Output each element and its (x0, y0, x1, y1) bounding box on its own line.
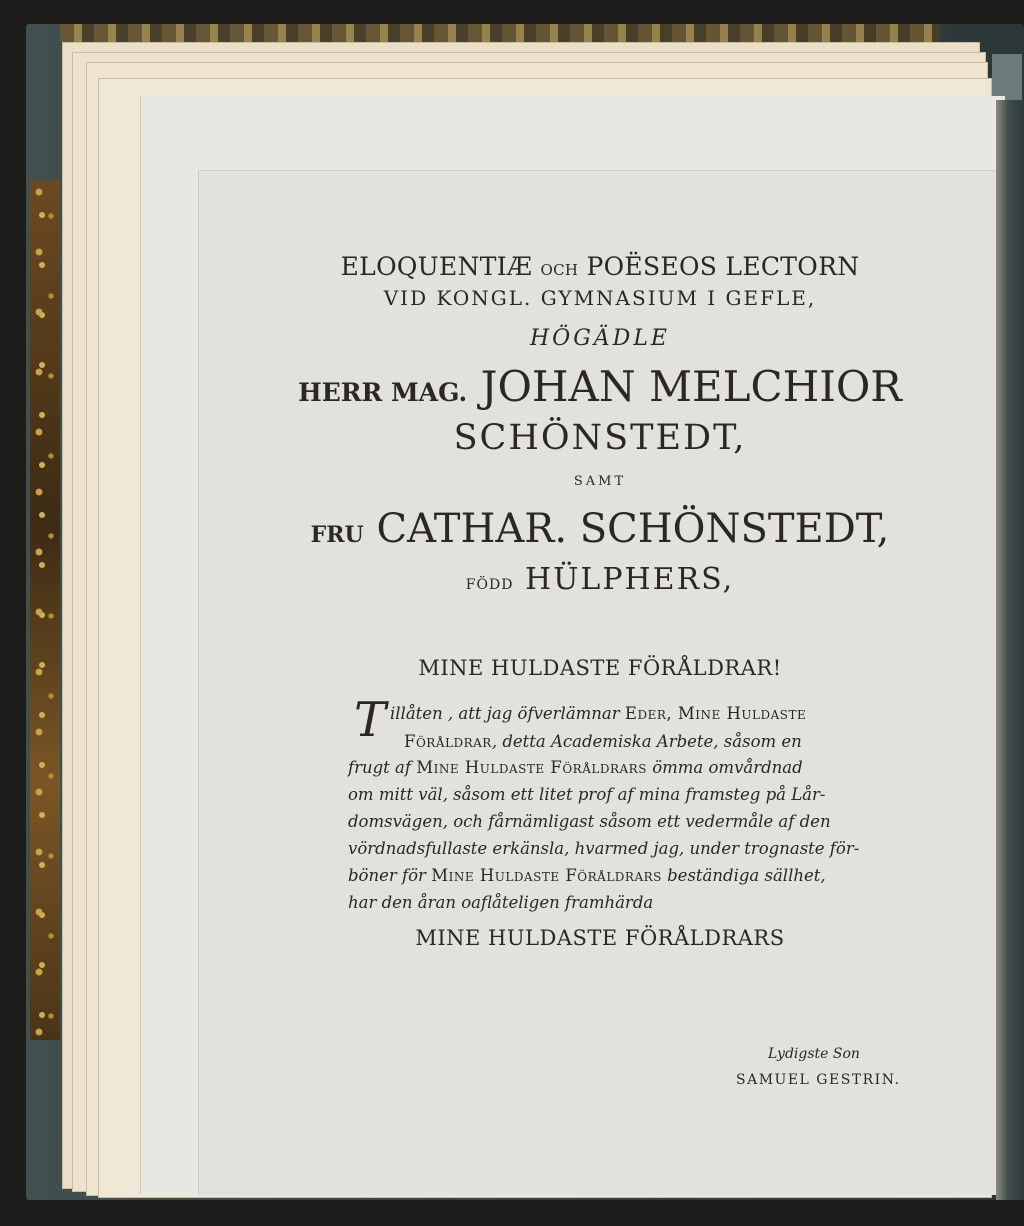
body-text: böner för (348, 866, 426, 885)
dedication-line-8 (198, 562, 1002, 597)
dedication-line-6: SAMT (573, 474, 627, 489)
dedication-fru: FRU (310, 522, 364, 548)
marbled-edge (60, 24, 940, 42)
body-line-1 (390, 704, 806, 723)
dedication-line-7 (198, 506, 1002, 552)
body-text: , detta Academiska Arbete, såsom en (491, 732, 802, 751)
body-line-3 (348, 758, 803, 777)
salutation: MINE HULDASTE FÖRÅLDRAR! (418, 656, 782, 680)
dedication-hulphers: HÜLPHERS, (524, 562, 735, 597)
dedication-line-5: SCHÖNSTEDT, (453, 418, 747, 458)
dedication-line-4 (198, 362, 1002, 411)
body-text: ömma omvårdnad (652, 758, 803, 777)
dedication-och: OCH (540, 261, 579, 279)
body-line-2 (404, 732, 802, 751)
dedication-johan-melchior: JOHAN MELCHIOR (480, 362, 902, 411)
dedication-poeseos: POËSEOS LECTORN (586, 252, 860, 281)
signature-role: Lydigste Son (768, 1046, 860, 1062)
marbled-spine (30, 180, 60, 1040)
signature-name: SAMUEL GESTRIN. (736, 1072, 901, 1088)
body-line-5: domsvägen, och fårnämligast såsom ett vedermåle af den (348, 812, 831, 831)
dedication-line-1 (198, 252, 1002, 281)
dedication-fodd: FÖDD (465, 577, 514, 593)
body-line-8: har den åran oaflåteligen framhärda (348, 893, 654, 912)
body-text: illåten , att jag öfverlämnar (390, 704, 620, 723)
dedication-line-2: VID KONGL. GYMNASIUM I GEFLE, (383, 286, 817, 310)
body-text: frugt af (348, 758, 412, 777)
body-smallcaps: Mine Huldaste Föråldrars (416, 758, 647, 777)
dedication-line-3: HÖGÄDLE (530, 326, 670, 351)
dedication-herr-mag: HERR MAG. (298, 378, 468, 407)
drop-cap: T (354, 692, 387, 748)
body-line-6: vördnadsfullaste erkänsla, hvarmed jag, under trognaste för- (348, 839, 860, 858)
body-smallcaps: Eder, Mine Huldaste (624, 704, 807, 723)
closing-line: MINE HULDASTE FÖRÅLDRARS (415, 926, 785, 950)
dedication-cathar: CATHAR. SCHÖNSTEDT, (376, 506, 890, 552)
body-smallcaps: Mine Huldaste Föråldrars (431, 866, 662, 885)
body-smallcaps: Föråldrar (404, 732, 492, 751)
body-line-4: om mitt väl, såsom ett litet prof af mina framsteg på Lår- (348, 785, 826, 804)
printed-leaf (198, 170, 1003, 1195)
body-text: beständiga sällhet, (667, 866, 826, 885)
body-line-7 (348, 866, 826, 885)
dedication-eloquentiae: ELOQUENTIÆ (340, 252, 533, 281)
